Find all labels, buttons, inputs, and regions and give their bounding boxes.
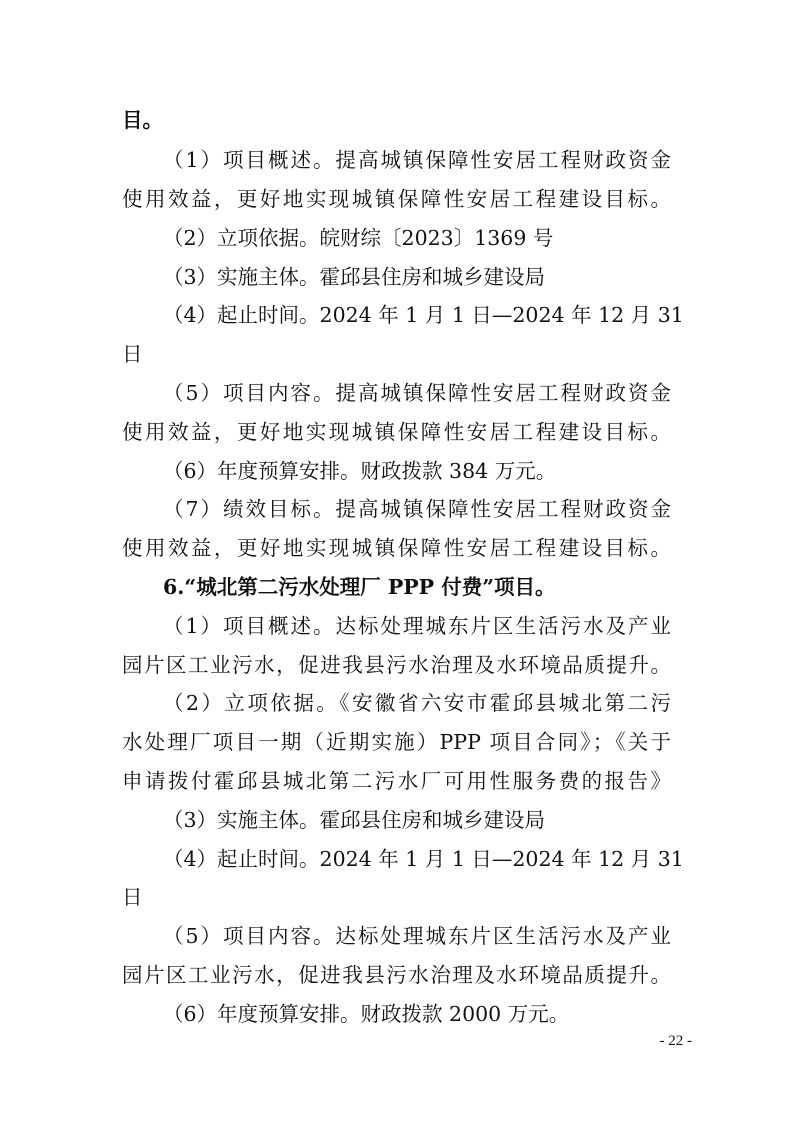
paragraph-line: （6）年度预算安排。财政拨款 2000 万元。	[163, 1002, 570, 1026]
paragraph-line: （2）立项依据。皖财综〔2023〕1369 号	[163, 226, 554, 250]
paragraph-line: 水处理厂项目一期（近期实施）PPP 项目合同》；《关于	[122, 730, 671, 754]
paragraph-line: （4）起止时间。2024 年 1 月 1 日—2024 年 12 月 31	[163, 847, 684, 871]
paragraph-line: 使用效益，更好地实现城镇保障性安居工程建设目标。	[122, 536, 671, 560]
paragraph-line: （5）项目内容。提高城镇保障性安居工程财政资金	[163, 381, 671, 405]
paragraph-line: （1）项目概述。达标处理城东片区生活污水及产业	[163, 614, 671, 638]
paragraph-line: （2）立项依据。《安徽省六安市霍邱县城北第二污	[163, 691, 671, 715]
section-heading: 6.“城北第二污水处理厂 PPP 付费”项目。	[163, 575, 556, 599]
paragraph-line: 日	[122, 885, 143, 909]
paragraph-line: 使用效益，更好地实现城镇保障性安居工程建设目标。	[122, 187, 671, 211]
paragraph-line: 园片区工业污水，促进我县污水治理及水环境品质提升。	[122, 963, 671, 987]
paragraph-line: （5）项目内容。达标处理城东片区生活污水及产业	[163, 924, 671, 948]
paragraph-line: （3）实施主体。霍邱县住房和城乡建设局	[163, 265, 546, 289]
paragraph-line: 目。	[122, 108, 163, 132]
paragraph-line: （7）绩效目标。提高城镇保障性安居工程财政资金	[163, 497, 671, 521]
paragraph-line: 日	[122, 342, 143, 366]
paragraph-line: 使用效益，更好地实现城镇保障性安居工程建设目标。	[122, 420, 671, 444]
paragraph-line: 申请拨付霍邱县城北第二污水厂可用性服务费的报告》	[122, 769, 671, 793]
page-number: - 22 -	[659, 1033, 692, 1049]
paragraph-line: （6）年度预算安排。财政拨款 384 万元。	[163, 459, 557, 483]
paragraph-line: （3）实施主体。霍邱县住房和城乡建设局	[163, 808, 546, 832]
paragraph-line: 园片区工业污水，促进我县污水治理及水环境品质提升。	[122, 653, 671, 677]
paragraph-line: （1）项目概述。提高城镇保障性安居工程财政资金	[163, 148, 671, 172]
paragraph-line: （4）起止时间。2024 年 1 月 1 日—2024 年 12 月 31	[163, 303, 684, 327]
